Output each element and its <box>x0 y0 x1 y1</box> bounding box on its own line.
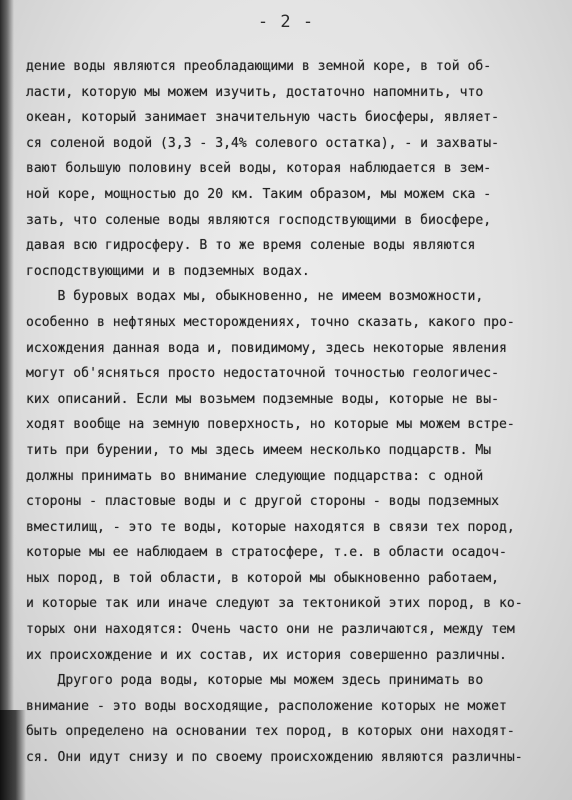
text-line: ласти, которую мы можем изучить, достаточно напомнить, что <box>26 84 484 100</box>
text-line: Другого рода воды, которые мы можем здесь принимать во <box>26 673 484 689</box>
text-line: ких описаний. Если мы возьмем подземные воды, которые не вы- <box>26 391 499 407</box>
text-line: зать, что соленые воды являются господствующими в биосфере, <box>26 212 492 228</box>
text-line: могут об'ясняться просто недостаточной точностью геологичес- <box>26 366 499 382</box>
text-line: ходят вообще на земную поверхность, но которые мы можем встре- <box>26 417 515 433</box>
text-line: ся. Они идут снизу и по своему происхождению являются различны- <box>26 750 523 766</box>
text-line: торых они находятся: Очень часто они не различаются, между тем <box>26 622 515 638</box>
text-line: стороны - пластовые воды и с другой стороны - воды подземных <box>26 494 499 510</box>
page-number: - 2 - <box>257 12 315 32</box>
text-line: господствующими и в подземных водах. <box>26 263 310 279</box>
text-line: их происхождение и их состав, их история совершенно различны. <box>26 647 507 663</box>
text-line: и которые так или иначе следуют за тектоникой этих пород, в ко- <box>26 596 523 612</box>
text-line: вместилищ, - это те воды, которые находятся в связи тех пород, <box>26 519 515 535</box>
text-line: давая всю гидросферу. В то же время соленые воды являются <box>26 238 476 254</box>
text-line: которые мы ее наблюдаем в стратосфере, т.е. в области осадоч- <box>26 545 507 561</box>
text-line: внимание - это воды восходящие, расположение которых не может <box>26 698 507 714</box>
text-line: должны принимать во внимание следующие подцарства: с одной <box>26 468 484 484</box>
text-line: океан, который занимает значительную часть биосферы, являет- <box>26 110 499 126</box>
text-line: вают большую половину всей воды, которая наблюдается в зем- <box>26 161 492 177</box>
text-line: быть определено на основании тех пород, в которых они находят- <box>26 724 515 740</box>
text-line: В буровых водах мы, обыкновенно, не имеем возможности, <box>26 289 484 305</box>
text-line: ся соленой водой (3,3 - 3,4% солевого остатка), - и захваты- <box>26 135 499 151</box>
typewritten-text-block <box>26 54 566 771</box>
text-line: ной коре, мощностью до 20 км. Таким образом, мы можем ска - <box>26 186 492 202</box>
text-line: дение воды являются преобладающими в земной коре, в той об- <box>26 59 492 74</box>
text-line: особенно в нефтяных месторождениях, точно сказать, какого про- <box>26 314 515 330</box>
scan-left-edge-shadow <box>0 0 14 800</box>
scan-corner-shadow <box>0 710 26 800</box>
text-line: исхождения данная вода и, повидимому, здесь некоторые явления <box>26 340 507 356</box>
text-line: ных пород, в той области, в которой мы обыкновенно работаем, <box>26 570 499 586</box>
text-line: тить при бурении, то мы здесь имеем несколько подцарств. Мы <box>26 442 492 458</box>
